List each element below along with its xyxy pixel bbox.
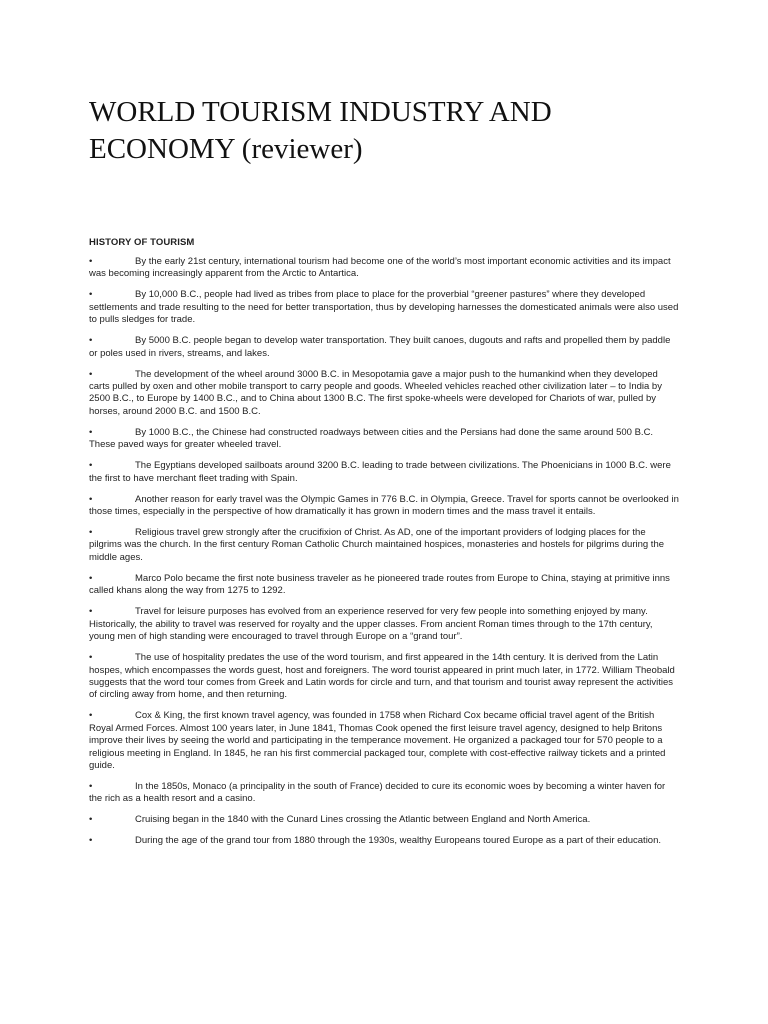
list-item-text: The Egyptians developed sailboats around 3200 B.C. leading to trade between civilizations. The Phoenicians in 1000 B.C. were the first to have merchant fleet trading with Spain.: [89, 460, 671, 484]
list-item: [89, 289, 679, 326]
list-item: [89, 460, 679, 485]
bullet-icon: •: [89, 426, 93, 438]
list-item-text: The development of the wheel around 3000 B.C. in Mesopotamia gave a major push to the humankind when they developed carts pulled by oxen and other mobile transport to carry people and goods. Wheeled vehicles reached other civilization later – to India by 2500 B.C., to Europe by 1400 B.C., and to China about 1300 B.C. The first spoke-wheels were developed for Chariots of war, pulled by horses, around 2000 B.C. and 1500 B.C.: [89, 368, 662, 417]
list-item: [89, 527, 679, 564]
bullet-icon: •: [89, 572, 93, 584]
bullet-icon: •: [89, 780, 93, 792]
list-item: [89, 710, 679, 772]
bullet-icon: •: [89, 335, 93, 347]
bullet-icon: •: [89, 710, 93, 722]
bullet-icon: •: [89, 835, 93, 847]
bullet-icon: •: [89, 460, 93, 472]
list-item-text: Another reason for early travel was the Olympic Games in 776 B.C. in Olympia, Greece. Travel for sports cannot be overlooked in those times, especially in the perspective of how dramatically it has grown in modern times and the mass travel it entails.: [89, 493, 679, 518]
list-item-text: During the age of the grand tour from 1880 through the 1930s, wealthy Europeans toured Europe as a part of their education.: [135, 835, 662, 847]
list-item-text: Religious travel grew strongly after the crucifixion of Christ. As AD, one of the important providers of lodging places for the pilgrims was the church. In the first century Roman Catholic Church maintained hospices, monasteries and hostels for pilgrims during the middle ages.: [89, 527, 665, 563]
list-item-text: Travel for leisure purposes has evolved from an experience reserved for very few people into something enjoyed by many. Historically, the ability to travel was reserved for royalty and the upper classes. From ancient Roman times through to the 17th century, young men of high standing were encouraged to travel through Europe on a “grand tour”.: [89, 606, 653, 643]
list-item-text: By the early 21st century, international tourism had become one of the world’s most important economic activities and its impact was becoming increasingly apparent from the Arctic to Antartica.: [89, 256, 671, 280]
bullet-icon: •: [89, 493, 93, 505]
list-item: [89, 427, 679, 452]
list-item-text: The use of hospitality predates the use of the word tourism, and first appeared in the 14th century. It is derived from the Latin hospes, which encompasses the words guest, host and foreigners. The word tourist appeared in print much later, in 1772. William Theobald suggests that the word tour comes from Greek and Latin words for circle and turn, and that tourism and tourist away represent the activities of circling away from home, and then returning.: [89, 652, 675, 701]
bullet-icon: •: [89, 527, 93, 539]
bullet-icon: •: [89, 652, 93, 664]
bullet-icon: •: [89, 814, 93, 826]
list-item: [89, 781, 679, 806]
list-item-text: Marco Polo became the first note business traveler as he pioneered trade routes from Europe to China, staying at primitive inns called khans along the way from 1275 to 1292.: [89, 572, 670, 597]
list-item: [89, 606, 679, 643]
bullet-icon: •: [89, 368, 93, 380]
list-item-text: By 5000 B.C. people began to develop water transportation. They built canoes, dugouts and rafts and propelled them by paddle or poles used in rivers, streams, and lakes.: [89, 335, 671, 359]
list-item-text: By 1000 B.C., the Chinese had constructed roadways between cities and the Persians had done the same around 500 B.C. These paved ways for greater wheeled travel.: [89, 426, 654, 451]
list-item-text: Cruising began in the 1840 with the Cunard Lines crossing the Atlantic between England and North America.: [135, 814, 591, 826]
list-item: [89, 652, 679, 702]
document-title: WORLD TOURISM INDUSTRY AND ECONOMY (reviewer): [89, 96, 552, 165]
list-item-text: In the 1850s, Monaco (a principality in the south of France) decided to cure its economic woes by becoming a winter haven for the rich as a health resort and a casino.: [89, 780, 666, 805]
bullet-icon: •: [89, 289, 93, 301]
list-item: [89, 835, 679, 847]
list-item: [89, 814, 679, 826]
bullet-icon: •: [89, 606, 93, 618]
list-item: [89, 494, 679, 519]
list-item: [89, 573, 679, 598]
list-item-text: By 10,000 B.C., people had lived as tribes from place to place for the proverbial “greener pastures” where they developed settlements and trade resulting to the need for better transportation, thus by developing harnesses the domesticated animals were also used to pulls sledges for trade.: [89, 289, 679, 326]
section-heading: HISTORY OF TOURISM: [89, 237, 195, 248]
list-item: [89, 256, 679, 281]
list-item: [89, 369, 679, 419]
list-item: [89, 335, 679, 360]
history-list: [89, 256, 679, 856]
list-item-text: Cox & King, the first known travel agency, was founded in 1758 when Richard Cox became official travel agent of the British Royal Armed Forces. Almost 100 years later, in June 1841, Thomas Cook opened the first leisure travel agency, designed to help Britons improve their lives by seeing the world and participating in the temperance movement. He organized a packaged tour for 570 people to a religious meeting in England. In 1845, he ran his first commercial packaged tour, complete with cost-effective railway tickets and a printed guide.: [89, 710, 666, 771]
bullet-icon: •: [89, 256, 93, 267]
